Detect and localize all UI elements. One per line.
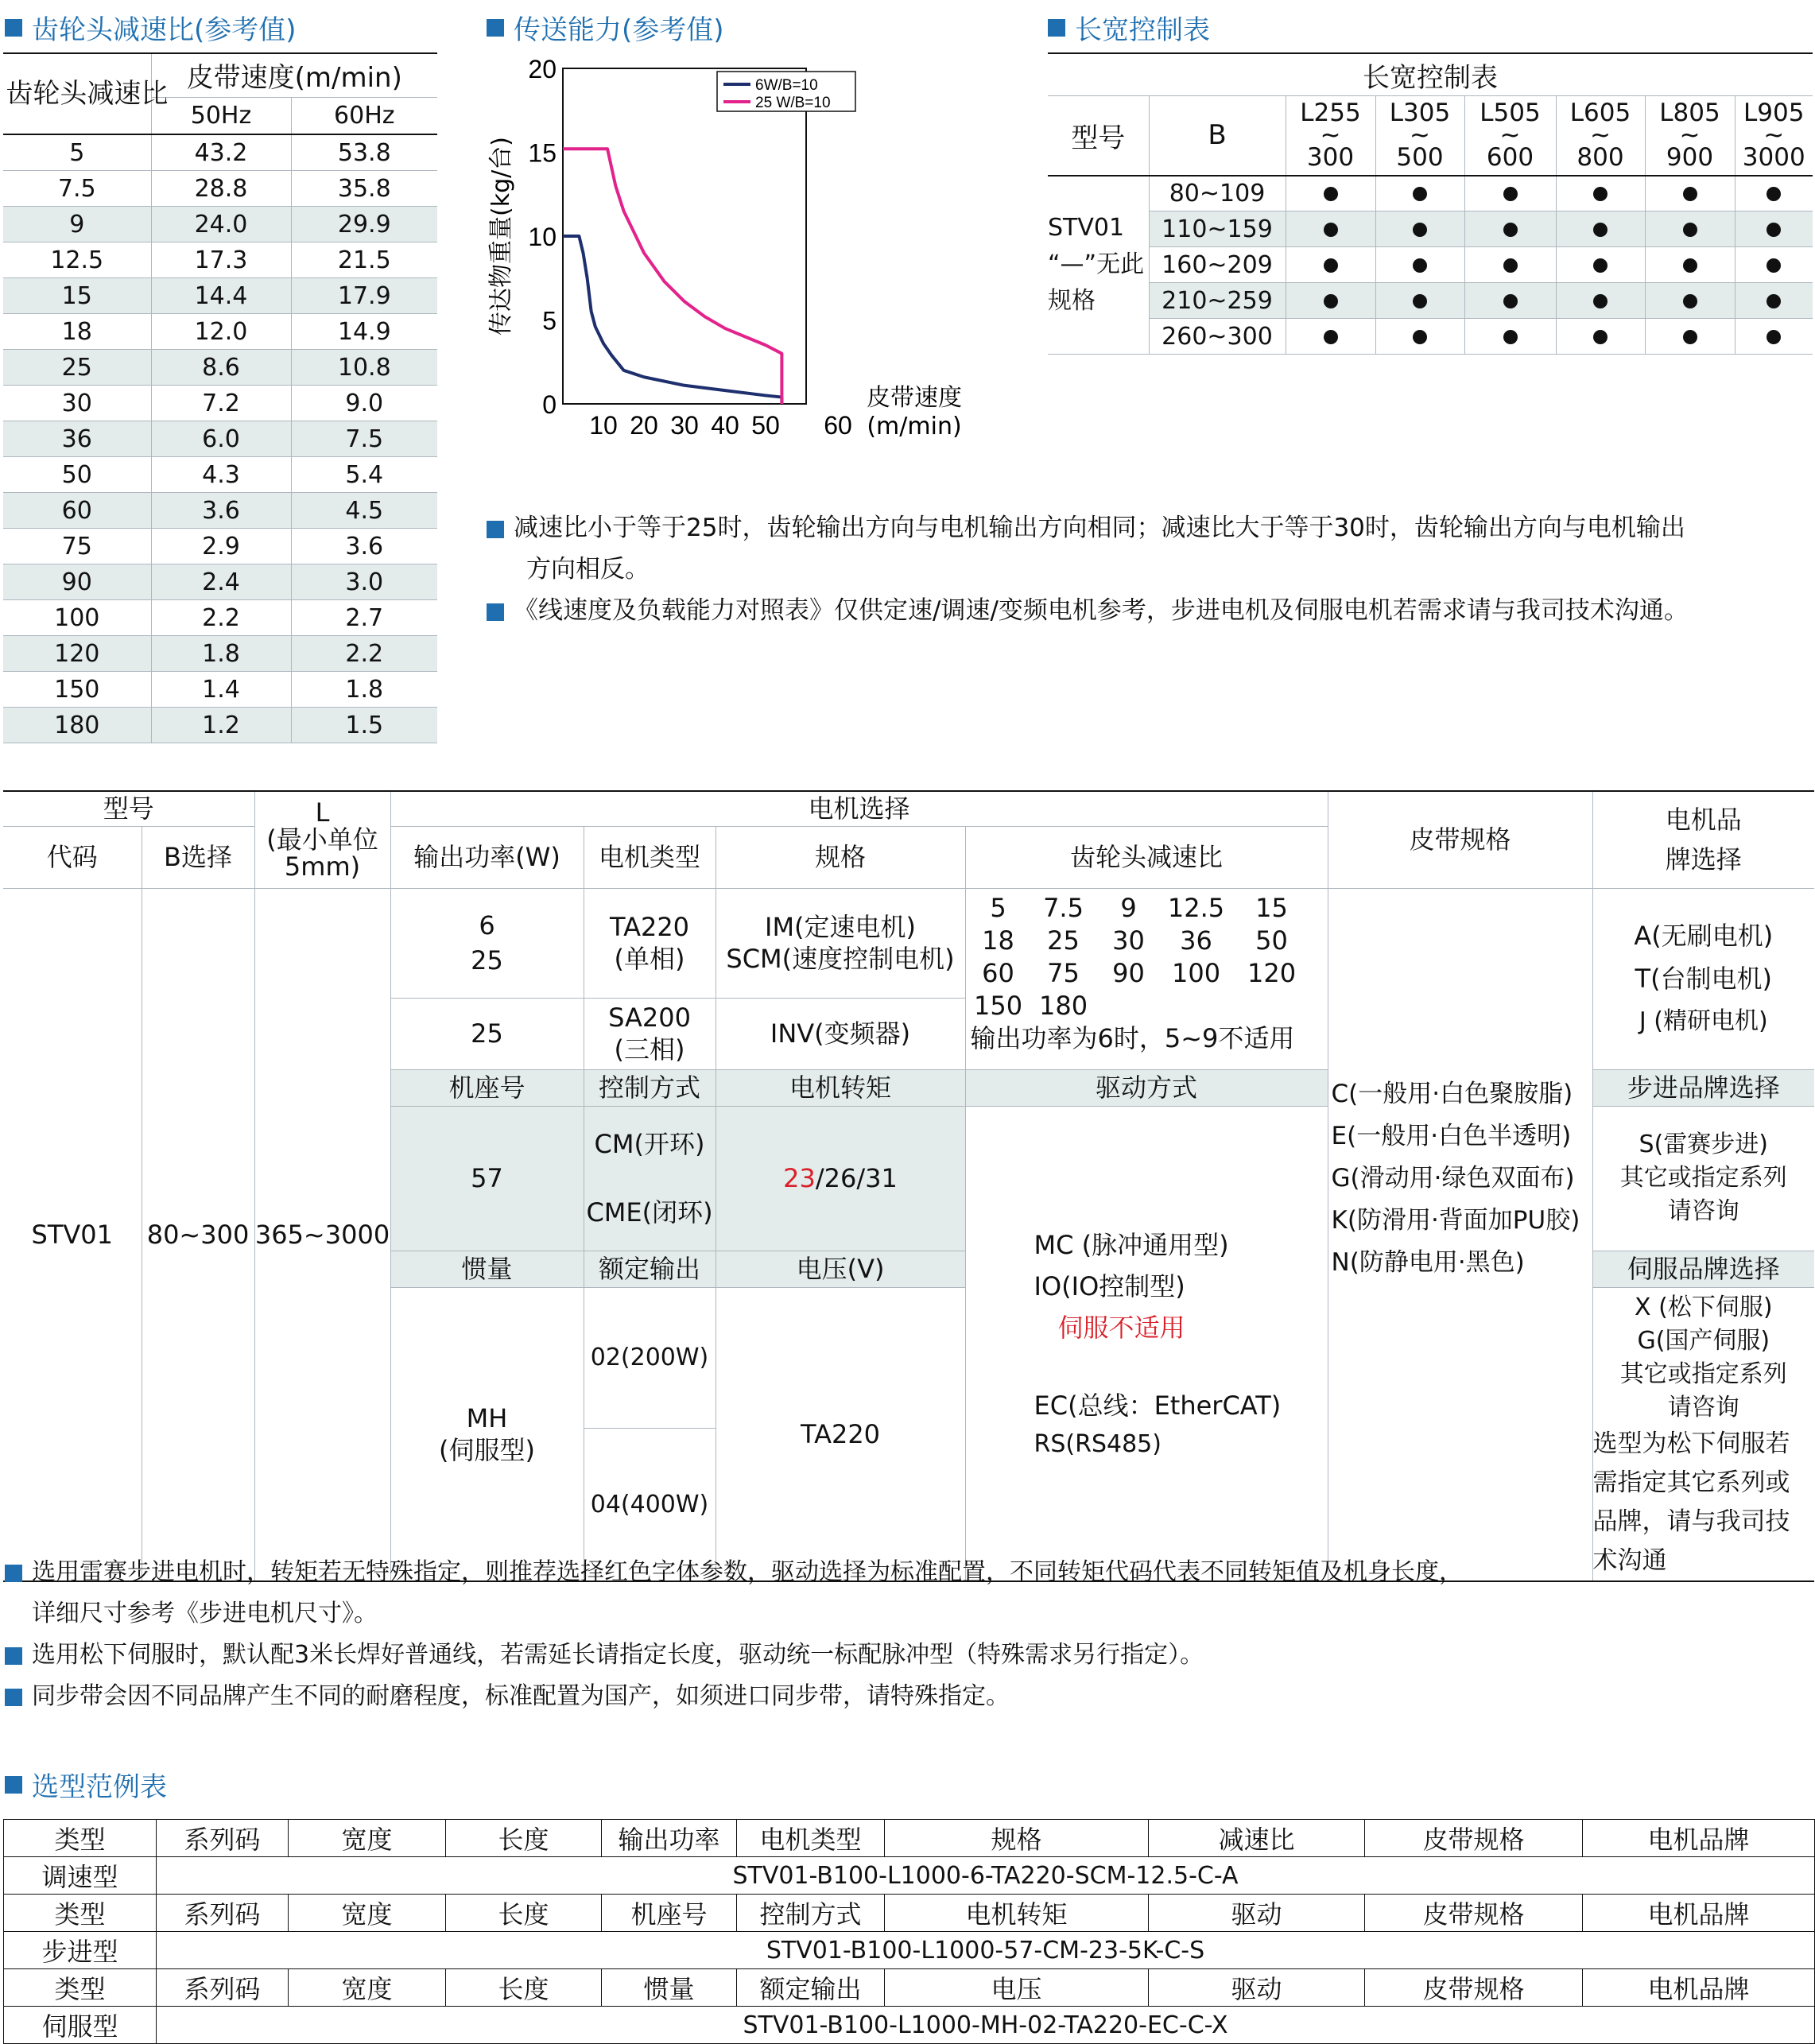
ratio-cell: 2.2 xyxy=(291,636,437,672)
ratio-cell: 2.7 xyxy=(291,600,437,636)
example-head-cell: 系列码 xyxy=(157,1969,289,2007)
sel-torque-header: 电机转矩 xyxy=(716,1069,965,1106)
example-head-cell: 宽度 xyxy=(289,1969,446,2007)
example-head-cell: 电机品牌 xyxy=(1583,1895,1815,1932)
ratio-cell: 14.9 xyxy=(291,314,437,350)
ratio-cell: 1.8 xyxy=(151,636,291,672)
sel-type1: TA220 (单相) xyxy=(584,888,716,998)
capacity-chart xyxy=(477,45,986,458)
x-axis-unit: (m/min) xyxy=(867,413,962,440)
wc-col-header: L905 ~ 3000 xyxy=(1735,96,1813,176)
hz60-header: 60Hz xyxy=(291,97,437,134)
filled-dot-icon xyxy=(1767,330,1781,344)
sel-ratio-cell: 5 7.5 9 12.5 15 18 25 30 36 50 60 75 90 100 120 150 180 输出功率为6时，5~9不适用 xyxy=(965,888,1328,1069)
example-type: 步进型 xyxy=(4,1932,157,1969)
wc-dot-cell xyxy=(1464,176,1556,211)
ratio-cell: 6.0 xyxy=(151,421,291,457)
ratio-row xyxy=(3,564,437,600)
x-axis-label: 皮带速度 xyxy=(867,384,962,412)
example-head-cell: 电机类型 xyxy=(737,1820,885,1857)
ratio-row xyxy=(3,242,437,278)
wc-dot-cell xyxy=(1735,211,1813,247)
sel-l-header: L (最小单位 5mm) xyxy=(254,791,390,888)
example-head-cell: 系列码 xyxy=(157,1820,289,1857)
ratio-cell: 15 xyxy=(3,278,151,314)
wc-model: STV01 “—”无此 规格 xyxy=(1048,176,1149,355)
sel-voltage-header: 电压(V) xyxy=(716,1251,965,1287)
filled-dot-icon xyxy=(1324,187,1338,201)
wc-b-value: 210~259 xyxy=(1149,283,1286,319)
wc-col-header: L805 ~ 900 xyxy=(1645,96,1735,176)
wc-dot-cell xyxy=(1375,283,1464,319)
wc-row xyxy=(1048,319,1813,355)
sel-drive-cell: MC (脉冲通用型) IO(IO控制型) 伺服不适用 EC(总线：EtherCAT) RS(RS485) xyxy=(965,1106,1328,1581)
ratio-cell: 14.4 xyxy=(151,278,291,314)
example-head-cell: 类型 xyxy=(4,1820,157,1857)
example-head-row xyxy=(4,1969,1815,2007)
capacity-section-title: 传送能力(参考值) xyxy=(487,8,724,47)
ratio-cell: 8.6 xyxy=(151,350,291,386)
sel-power2: 25 xyxy=(390,998,584,1069)
filled-dot-icon xyxy=(1767,187,1781,201)
wc-b-value: 160~209 xyxy=(1149,247,1286,283)
ratio-cell: 36 xyxy=(3,421,151,457)
sel-rated-header: 额定输出 xyxy=(584,1251,716,1287)
note-line: 《线速度及负载能力对照表》仅供定速/调速/变频电机参考，步进电机及伺服电机若需求请与我司技术沟通。 xyxy=(487,590,1689,631)
filled-dot-icon xyxy=(1683,330,1697,344)
ratio-cell: 120 xyxy=(3,636,151,672)
wc-dot-cell xyxy=(1556,283,1645,319)
wc-dot-cell xyxy=(1464,319,1556,355)
ratio-row xyxy=(3,278,437,314)
bullet-square-icon xyxy=(487,521,504,538)
ratio-row xyxy=(3,350,437,386)
note-line: 减速比小于等于25时，齿轮输出方向与电机输出方向相同；减速比大于等于30时，齿轮输出方向与电机输出 xyxy=(487,507,1689,549)
sel-model-header: 型号 xyxy=(3,791,254,826)
ratio-cell: 100 xyxy=(3,600,151,636)
sel-motor-header: 电机选择 xyxy=(390,791,1328,826)
ratio-cell: 3.6 xyxy=(291,529,437,564)
ratio-cell: 60 xyxy=(3,493,151,529)
example-head-cell: 类型 xyxy=(4,1895,157,1932)
notes-mid xyxy=(5,1552,1463,1717)
ratio-cell: 43.2 xyxy=(151,134,291,171)
legend-label: 6W/B=10 xyxy=(755,77,818,94)
example-head-cell: 规格 xyxy=(885,1820,1149,1857)
ratio-cell: 18 xyxy=(3,314,151,350)
belt-option: C(一般用·白色聚胺脂) xyxy=(1331,1080,1573,1108)
speed-header: 皮带速度(m/min) xyxy=(151,53,437,97)
wc-dot-cell xyxy=(1286,247,1375,283)
belt-option: N(防静电用·黑色) xyxy=(1331,1248,1525,1277)
example-code: STV01-B100-L1000-57-CM-23-5K-C-S xyxy=(157,1932,1815,1969)
wc-row xyxy=(1048,176,1813,211)
filled-dot-icon xyxy=(1767,294,1781,308)
ratio-cell: 180 xyxy=(3,708,151,743)
ratio-cell: 53.8 xyxy=(291,134,437,171)
filled-dot-icon xyxy=(1593,223,1608,237)
series-line-2 xyxy=(563,149,781,404)
example-head-cell: 电压 xyxy=(885,1969,1149,2007)
ratio-cell: 12.0 xyxy=(151,314,291,350)
example-head-cell: 长度 xyxy=(446,1969,602,2007)
sel-stepbrand: S(雷赛步进) 其它或指定系列 请咨询 xyxy=(1592,1106,1814,1251)
sel-stepbrand-header: 步进品牌选择 xyxy=(1592,1069,1814,1106)
filled-dot-icon xyxy=(1593,187,1608,201)
hz50-header: 50Hz xyxy=(151,97,291,134)
x-tick-label: 50 xyxy=(751,411,780,440)
wc-dot-cell xyxy=(1286,319,1375,355)
sel-rated-1: 02(200W) xyxy=(584,1287,716,1429)
sel-servobrand: X (松下伺服) G(国产伺服) 其它或指定系列 请咨询 选型为松下伺服若 需指定其它系列或 品牌，请与我司技 术沟通 xyxy=(1592,1287,1814,1581)
sel-torque: 23/26/31 xyxy=(716,1106,965,1251)
ratio-grid-row: 150 180 xyxy=(973,990,1088,1021)
wc-dot-cell xyxy=(1464,247,1556,283)
example-section-title: 选型范例表 xyxy=(5,1765,167,1804)
x-tick-label: 20 xyxy=(630,411,658,440)
filled-dot-icon xyxy=(1324,258,1338,273)
example-head-cell: 电机品牌 xyxy=(1583,1820,1815,1857)
filled-dot-icon xyxy=(1593,258,1608,273)
x-tick-label: 30 xyxy=(670,411,699,440)
ratio-cell: 2.9 xyxy=(151,529,291,564)
wc-dot-cell xyxy=(1375,319,1464,355)
sel-spec1: IM(定速电机) SCM(速度控制电机) xyxy=(716,888,965,998)
ratio-cell: 1.4 xyxy=(151,672,291,708)
example-head-cell: 驱动 xyxy=(1149,1969,1365,2007)
ratio-cell: 90 xyxy=(3,564,151,600)
ratio-grid-row: 18 25 30 36 50 xyxy=(982,925,1288,956)
ratio-cell: 30 xyxy=(3,386,151,421)
ratio-cell: 5.4 xyxy=(291,457,437,493)
wc-b-value: 110~159 xyxy=(1149,211,1286,247)
wc-dot-cell xyxy=(1645,247,1735,283)
ratio-cell: 21.5 xyxy=(291,242,437,278)
example-head-cell: 皮带规格 xyxy=(1365,1895,1583,1932)
example-head-cell: 驱动 xyxy=(1149,1895,1365,1932)
wc-dot-cell xyxy=(1286,211,1375,247)
wc-dot-cell xyxy=(1645,319,1735,355)
ratio-row xyxy=(3,600,437,636)
y-tick-label: 0 xyxy=(542,390,557,419)
filled-dot-icon xyxy=(1324,294,1338,308)
filled-dot-icon xyxy=(1593,294,1608,308)
ratio-row xyxy=(3,134,437,171)
sel-code-header: 代码 xyxy=(3,826,142,888)
example-head-cell: 皮带规格 xyxy=(1365,1969,1583,2007)
belt-option: K(防滑用·背面加PU胶) xyxy=(1331,1206,1580,1235)
example-head-cell: 宽度 xyxy=(289,1895,446,1932)
wc-col-header: L605 ~ 800 xyxy=(1556,96,1645,176)
example-head-cell: 宽度 xyxy=(289,1820,446,1857)
bullet-square-icon xyxy=(487,603,504,621)
ratio-grid-row: 60 75 90 100 120 xyxy=(982,957,1297,988)
section-square-icon xyxy=(5,19,22,37)
filled-dot-icon xyxy=(1593,330,1608,344)
wc-row xyxy=(1048,247,1813,283)
sel-frame-header: 机座号 xyxy=(390,1069,584,1106)
ratio-cell: 2.2 xyxy=(151,600,291,636)
filled-dot-icon xyxy=(1767,223,1781,237)
filled-dot-icon xyxy=(1683,294,1697,308)
example-head-cell: 电机品牌 xyxy=(1583,1969,1815,2007)
belt-list xyxy=(1332,1073,1592,1284)
filled-dot-icon xyxy=(1324,223,1338,237)
example-head-cell: 额定输出 xyxy=(737,1969,885,2007)
sel-ctrl: CM(开环) CME(闭环) xyxy=(584,1106,716,1251)
wc-section-title: 长宽控制表 xyxy=(1048,8,1210,47)
wc-dot-cell xyxy=(1735,283,1813,319)
x-tick-label: 10 xyxy=(589,411,618,440)
gear-ratio-table xyxy=(3,52,437,743)
wc-title: 长宽控制表 xyxy=(1048,53,1813,96)
wc-dot-cell xyxy=(1556,319,1645,355)
ratio-cell: 3.0 xyxy=(291,564,437,600)
belt-option: G(滑动用·绿色双面布) xyxy=(1331,1164,1575,1193)
filled-dot-icon xyxy=(1683,258,1697,273)
plot-frame xyxy=(563,68,806,404)
example-head-cell: 皮带规格 xyxy=(1365,1820,1583,1857)
sel-belt-header: 皮带规格 xyxy=(1328,791,1592,888)
example-code-row xyxy=(4,1932,1815,1969)
wc-dot-cell xyxy=(1375,211,1464,247)
filled-dot-icon xyxy=(1413,223,1427,237)
sel-rated-2: 04(400W) xyxy=(584,1429,716,1581)
wc-dot-cell xyxy=(1645,176,1735,211)
sel-frame: 57 xyxy=(390,1106,584,1251)
note-line: 同步带会因不同品牌产生不同的耐磨程度，标准配置为国产，如须进口同步带，请特殊指定。 xyxy=(5,1676,1463,1717)
wc-table xyxy=(1048,52,1813,355)
wc-dot-cell xyxy=(1645,283,1735,319)
sel-mtype-header: 电机类型 xyxy=(584,826,716,888)
sel-bsel: 80~300 xyxy=(142,888,254,1581)
ratio-row xyxy=(3,529,437,564)
ratio-header: 齿轮头减速比 xyxy=(3,53,151,134)
note-line: 选用雷赛步进电机时，转矩若无特殊指定，则推荐选择红色字体参数，驱动选择为标准配置，不同转矩代码代表不同转矩值及机身长度， xyxy=(5,1552,1463,1593)
example-head-cell: 惯量 xyxy=(602,1969,737,2007)
note-line: 详细尺寸参考《步进电机尺寸》。 xyxy=(32,1600,378,1627)
ratio-cell: 2.4 xyxy=(151,564,291,600)
ratio-cell: 17.3 xyxy=(151,242,291,278)
section-square-icon xyxy=(5,1776,22,1794)
ratio-row xyxy=(3,708,437,743)
wc-dot-cell xyxy=(1556,176,1645,211)
y-axis-label: 传达物重量(kg/台) xyxy=(487,137,515,335)
ratio-row xyxy=(3,421,437,457)
sel-bsel-header: B选择 xyxy=(142,826,254,888)
bullet-square-icon xyxy=(5,1689,22,1706)
filled-dot-icon xyxy=(1413,258,1427,273)
wc-dot-cell xyxy=(1735,319,1813,355)
ratio-row xyxy=(3,386,437,421)
ratio-row xyxy=(3,314,437,350)
example-head-cell: 电机转矩 xyxy=(885,1895,1149,1932)
wc-dot-cell xyxy=(1556,247,1645,283)
wc-b-value: 260~300 xyxy=(1149,319,1286,355)
ratio-cell: 3.6 xyxy=(151,493,291,529)
wc-dot-cell xyxy=(1375,247,1464,283)
example-head-cell: 控制方式 xyxy=(737,1895,885,1932)
example-head-cell: 类型 xyxy=(4,1969,157,2007)
ratio-cell: 5 xyxy=(3,134,151,171)
example-code: STV01-B100-L1000-6-TA220-SCM-12.5-C-A xyxy=(157,1857,1815,1895)
ratio-cell: 1.8 xyxy=(291,672,437,708)
ratio-cell: 1.2 xyxy=(151,708,291,743)
filled-dot-icon xyxy=(1413,294,1427,308)
ratio-row xyxy=(3,493,437,529)
example-head-cell: 减速比 xyxy=(1149,1820,1365,1857)
sel-spec-header: 规格 xyxy=(716,826,965,888)
example-head-cell: 长度 xyxy=(446,1895,602,1932)
wc-b-header: B xyxy=(1149,96,1286,176)
wc-dot-cell xyxy=(1375,176,1464,211)
sel-voltage: TA220 xyxy=(716,1287,965,1581)
legend-label: 25 W/B=10 xyxy=(755,95,831,111)
sel-servobrand-header: 伺服品牌选择 xyxy=(1592,1251,1814,1287)
example-code-row xyxy=(4,1857,1815,1895)
ratio-row xyxy=(3,207,437,242)
filled-dot-icon xyxy=(1503,330,1518,344)
wc-col-header: L305 ~ 500 xyxy=(1375,96,1464,176)
sel-type2: SA200 (三相) xyxy=(584,998,716,1069)
filled-dot-icon xyxy=(1413,330,1427,344)
example-code: STV01-B100-L1000-MH-02-TA220-EC-C-X xyxy=(157,2007,1815,2044)
ratio-cell: 4.3 xyxy=(151,457,291,493)
filled-dot-icon xyxy=(1413,187,1427,201)
y-tick-label: 5 xyxy=(542,306,557,335)
wc-dot-cell xyxy=(1464,283,1556,319)
ratio-row xyxy=(3,171,437,207)
filled-dot-icon xyxy=(1683,223,1697,237)
belt-option: E(一般用·白色半透明) xyxy=(1331,1122,1572,1150)
filled-dot-icon xyxy=(1503,223,1518,237)
example-head-cell: 长度 xyxy=(446,1820,602,1857)
wc-col-header: L255 ~ 300 xyxy=(1286,96,1375,176)
wc-col-header: L505 ~ 600 xyxy=(1464,96,1556,176)
sel-brand-header: 电机品 牌选择 xyxy=(1592,791,1814,888)
filled-dot-icon xyxy=(1503,294,1518,308)
ratio-rows xyxy=(3,134,437,743)
sel-power1: 6 25 xyxy=(390,888,584,998)
filled-dot-icon xyxy=(1767,258,1781,273)
bullet-square-icon xyxy=(5,1647,22,1665)
example-table xyxy=(3,1819,1815,2044)
wc-model-header: 型号 xyxy=(1048,96,1149,176)
wc-dot-cell xyxy=(1556,211,1645,247)
example-head-row xyxy=(4,1895,1815,1932)
example-head-row xyxy=(4,1820,1815,1857)
ratio-cell: 1.5 xyxy=(291,708,437,743)
y-tick-label: 10 xyxy=(528,223,557,251)
wc-dot-cell xyxy=(1286,283,1375,319)
sel-ratio-header: 齿轮头减速比 xyxy=(965,826,1328,888)
sel-power-header: 输出功率(W) xyxy=(390,826,584,888)
y-tick-label: 15 xyxy=(528,138,557,168)
ratio-cell: 9 xyxy=(3,207,151,242)
x-tick-label: 60 xyxy=(824,411,852,440)
ratio-cell: 150 xyxy=(3,672,151,708)
ratio-cell: 7.2 xyxy=(151,386,291,421)
ratio-section-title: 齿轮头减速比(参考值) xyxy=(5,8,297,47)
ratio-cell: 29.9 xyxy=(291,207,437,242)
ratio-cell: 50 xyxy=(3,457,151,493)
sel-drive-header: 驱动方式 xyxy=(965,1069,1328,1106)
note-line: 方向相反。 xyxy=(526,555,650,584)
wc-dot-cell xyxy=(1286,176,1375,211)
sel-inertia: MH (伺服型) xyxy=(390,1287,584,1581)
y-tick-label: 20 xyxy=(528,55,557,83)
ratio-cell: 10.8 xyxy=(291,350,437,386)
example-head-cell: 输出功率 xyxy=(602,1820,737,1857)
notes-top xyxy=(487,507,1689,631)
example-code-row xyxy=(4,2007,1815,2044)
wc-row xyxy=(1048,283,1813,319)
x-tick-label: 40 xyxy=(711,411,739,440)
sel-code: STV01 xyxy=(3,888,142,1581)
ratio-cell: 12.5 xyxy=(3,242,151,278)
wc-dot-cell xyxy=(1464,211,1556,247)
ratio-grid xyxy=(971,892,1328,1022)
wc-dot-cell xyxy=(1645,211,1735,247)
filled-dot-icon xyxy=(1324,330,1338,344)
ratio-cell: 9.0 xyxy=(291,386,437,421)
ratio-cell: 17.9 xyxy=(291,278,437,314)
filled-dot-icon xyxy=(1683,187,1697,201)
ratio-row xyxy=(3,672,437,708)
filled-dot-icon xyxy=(1503,258,1518,273)
ratio-cell: 24.0 xyxy=(151,207,291,242)
series-line-1 xyxy=(563,236,781,404)
note-line: 选用松下伺服时，默认配3米长焊好普通线，若需延长请指定长度，驱动统一标配脉冲型（特殊需求另行指定）。 xyxy=(5,1635,1463,1676)
wc-b-value: 80~109 xyxy=(1149,176,1286,211)
example-head-cell: 系列码 xyxy=(157,1895,289,1932)
sel-ctrl-header: 控制方式 xyxy=(584,1069,716,1106)
ratio-row xyxy=(3,636,437,672)
ratio-cell: 7.5 xyxy=(291,421,437,457)
example-type: 伺服型 xyxy=(4,2007,157,2044)
sel-inertia-header: 惯量 xyxy=(390,1251,584,1287)
selection-table xyxy=(3,790,1814,1582)
ratio-cell: 7.5 xyxy=(3,171,151,207)
ratio-grid-row: 5 7.5 9 12.5 15 xyxy=(990,892,1288,923)
bullet-square-icon xyxy=(5,1565,22,1582)
ratio-cell: 28.8 xyxy=(151,171,291,207)
ratio-row xyxy=(3,457,437,493)
sel-brand-ac: A(无刷电机) T(台制电机) J (精研电机) xyxy=(1592,888,1814,1069)
wc-dot-cell xyxy=(1735,176,1813,211)
filled-dot-icon xyxy=(1503,187,1518,201)
section-square-icon xyxy=(487,19,504,37)
sel-lsel: 365~3000 xyxy=(254,888,390,1581)
ratio-cell: 4.5 xyxy=(291,493,437,529)
ratio-cell: 75 xyxy=(3,529,151,564)
wc-rows xyxy=(1048,176,1813,355)
section-square-icon xyxy=(1048,19,1065,37)
example-type: 调速型 xyxy=(4,1857,157,1895)
wc-row xyxy=(1048,211,1813,247)
ratio-cell: 35.8 xyxy=(291,171,437,207)
example-head-cell: 机座号 xyxy=(602,1895,737,1932)
sel-spec2: INV(变频器) xyxy=(716,998,965,1069)
sel-belt-cell xyxy=(1328,888,1592,1581)
wc-dot-cell xyxy=(1735,247,1813,283)
ratio-cell: 25 xyxy=(3,350,151,386)
